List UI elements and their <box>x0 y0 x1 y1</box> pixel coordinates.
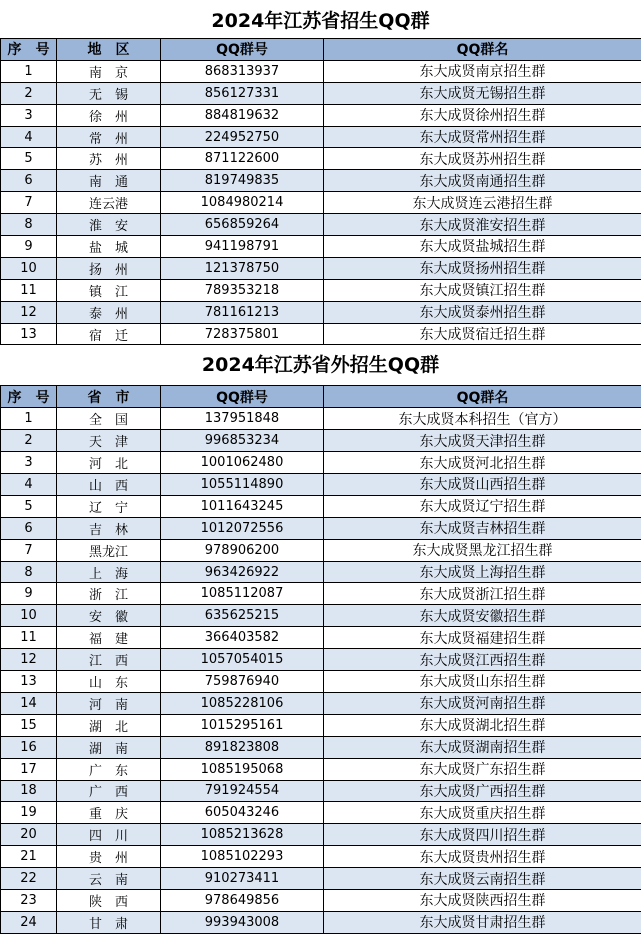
cell-qq-number: 789353218 <box>161 279 324 301</box>
table-row <box>1 911 641 933</box>
cell-qq-name: 东大成贤淮安招生群 <box>324 214 641 236</box>
cell-index: 3 <box>1 452 57 474</box>
cell-region: 陕 西 <box>57 889 161 911</box>
cell-index: 7 <box>1 192 57 214</box>
cell-region: 河 北 <box>57 452 161 474</box>
cell-index: 22 <box>1 868 57 890</box>
cell-qq-name: 东大成贤安徽招生群 <box>324 605 641 627</box>
table-row <box>1 868 641 890</box>
cell-index: 21 <box>1 846 57 868</box>
cell-region: 山 西 <box>57 474 161 496</box>
header-qq-number: QQ群号 <box>161 39 324 61</box>
cell-qq-name: 东大成贤江西招生群 <box>324 649 641 671</box>
cell-index: 1 <box>1 60 57 82</box>
table-row <box>1 60 641 82</box>
cell-qq-name: 东大成贤宿迁招生群 <box>324 323 641 345</box>
table-row <box>1 539 641 561</box>
cell-qq-name: 东大成贤黑龙江招生群 <box>324 539 641 561</box>
cell-qq-name: 东大成贤泰州招生群 <box>324 301 641 323</box>
table-row <box>1 583 641 605</box>
cell-qq-number: 996853234 <box>161 430 324 452</box>
table-row <box>1 561 641 583</box>
cell-qq-name: 东大成贤湖南招生群 <box>324 736 641 758</box>
cell-qq-number: 891823808 <box>161 736 324 758</box>
cell-qq-name: 东大成贤重庆招生群 <box>324 802 641 824</box>
cell-region: 无 锡 <box>57 82 161 104</box>
cell-index: 10 <box>1 257 57 279</box>
table-row <box>1 236 641 258</box>
cell-region: 南 通 <box>57 170 161 192</box>
cell-region: 徐 州 <box>57 104 161 126</box>
table-row <box>1 671 641 693</box>
cell-qq-number: 871122600 <box>161 148 324 170</box>
cell-qq-name: 东大成贤湖北招生群 <box>324 714 641 736</box>
cell-qq-name: 东大成贤无锡招生群 <box>324 82 641 104</box>
table-row <box>1 736 641 758</box>
cell-qq-name: 东大成贤河北招生群 <box>324 452 641 474</box>
table-row <box>1 408 641 430</box>
cell-index: 14 <box>1 692 57 714</box>
cell-index: 10 <box>1 605 57 627</box>
table-row <box>1 649 641 671</box>
outside-table-title: 2024年江苏省外招生QQ群 <box>201 354 440 377</box>
cell-index: 13 <box>1 671 57 693</box>
table-row <box>1 605 641 627</box>
table-row <box>1 474 641 496</box>
cell-region: 吉 林 <box>57 517 161 539</box>
cell-region: 苏 州 <box>57 148 161 170</box>
cell-region: 福 建 <box>57 627 161 649</box>
cell-index: 4 <box>1 474 57 496</box>
cell-index: 2 <box>1 82 57 104</box>
cell-qq-name: 东大成贤南通招生群 <box>324 170 641 192</box>
cell-region: 湖 北 <box>57 714 161 736</box>
cell-region: 浙 江 <box>57 583 161 605</box>
cell-qq-name: 东大成贤广西招生群 <box>324 780 641 802</box>
cell-qq-number: 121378750 <box>161 257 324 279</box>
cell-index: 8 <box>1 561 57 583</box>
cell-index: 6 <box>1 517 57 539</box>
header-qq-number: QQ群号 <box>161 386 324 408</box>
cell-qq-number: 819749835 <box>161 170 324 192</box>
cell-region: 广 西 <box>57 780 161 802</box>
cell-index: 3 <box>1 104 57 126</box>
cell-index: 11 <box>1 279 57 301</box>
table-row <box>1 627 641 649</box>
cell-qq-name: 东大成贤云南招生群 <box>324 868 641 890</box>
cell-index: 16 <box>1 736 57 758</box>
table-row <box>1 802 641 824</box>
cell-region: 广 东 <box>57 758 161 780</box>
table-row <box>1 170 641 192</box>
cell-region: 四 川 <box>57 824 161 846</box>
cell-index: 24 <box>1 911 57 933</box>
cell-qq-number: 137951848 <box>161 408 324 430</box>
cell-qq-name: 东大成贤山西招生群 <box>324 474 641 496</box>
cell-index: 5 <box>1 495 57 517</box>
table-row <box>1 692 641 714</box>
cell-region: 安 徽 <box>57 605 161 627</box>
table-row <box>1 758 641 780</box>
cell-qq-name: 东大成贤甘肃招生群 <box>324 911 641 933</box>
cell-qq-number: 856127331 <box>161 82 324 104</box>
table-row <box>1 889 641 911</box>
cell-index: 12 <box>1 649 57 671</box>
cell-region: 泰 州 <box>57 301 161 323</box>
cell-qq-name: 东大成贤陕西招生群 <box>324 889 641 911</box>
cell-qq-number: 1085213628 <box>161 824 324 846</box>
cell-qq-number: 1084980214 <box>161 192 324 214</box>
cell-qq-number: 656859264 <box>161 214 324 236</box>
cell-index: 19 <box>1 802 57 824</box>
cell-index: 11 <box>1 627 57 649</box>
cell-qq-name: 东大成贤盐城招生群 <box>324 236 641 258</box>
table-row <box>1 104 641 126</box>
cell-region: 宿 迁 <box>57 323 161 345</box>
cell-region: 辽 宁 <box>57 495 161 517</box>
cell-qq-name: 东大成贤吉林招生群 <box>324 517 641 539</box>
cell-qq-number: 1085228106 <box>161 692 324 714</box>
cell-region: 甘 肃 <box>57 911 161 933</box>
cell-qq-name: 东大成贤上海招生群 <box>324 561 641 583</box>
cell-qq-number: 1057054015 <box>161 649 324 671</box>
table-row <box>1 495 641 517</box>
cell-qq-name: 东大成贤福建招生群 <box>324 627 641 649</box>
cell-qq-name: 东大成贤徐州招生群 <box>324 104 641 126</box>
cell-qq-number: 1055114890 <box>161 474 324 496</box>
cell-qq-number: 993943008 <box>161 911 324 933</box>
header-index: 序 号 <box>1 39 57 61</box>
cell-index: 6 <box>1 170 57 192</box>
cell-qq-number: 1085102293 <box>161 846 324 868</box>
table-row <box>1 714 641 736</box>
cell-qq-number: 781161213 <box>161 301 324 323</box>
outside-table-body <box>1 408 641 933</box>
cell-region: 天 津 <box>57 430 161 452</box>
outside-qq-table <box>0 385 641 933</box>
cell-region: 常 州 <box>57 126 161 148</box>
cell-qq-name: 东大成贤河南招生群 <box>324 692 641 714</box>
cell-qq-name: 东大成贤山东招生群 <box>324 671 641 693</box>
table-row <box>1 452 641 474</box>
cell-index: 4 <box>1 126 57 148</box>
cell-region: 山 东 <box>57 671 161 693</box>
cell-qq-number: 759876940 <box>161 671 324 693</box>
cell-qq-name: 东大成贤常州招生群 <box>324 126 641 148</box>
cell-index: 7 <box>1 539 57 561</box>
cell-qq-number: 728375801 <box>161 323 324 345</box>
cell-region: 南 京 <box>57 60 161 82</box>
cell-qq-number: 910273411 <box>161 868 324 890</box>
cell-qq-name: 东大成贤扬州招生群 <box>324 257 641 279</box>
table-row <box>1 780 641 802</box>
cell-qq-number: 1001062480 <box>161 452 324 474</box>
cell-qq-name: 东大成贤四川招生群 <box>324 824 641 846</box>
cell-qq-number: 1015295161 <box>161 714 324 736</box>
cell-qq-name: 东大成贤苏州招生群 <box>324 148 641 170</box>
cell-region: 上 海 <box>57 561 161 583</box>
cell-index: 18 <box>1 780 57 802</box>
cell-index: 2 <box>1 430 57 452</box>
cell-qq-name: 东大成贤贵州招生群 <box>324 846 641 868</box>
cell-index: 15 <box>1 714 57 736</box>
cell-qq-number: 1011643245 <box>161 495 324 517</box>
cell-index: 12 <box>1 301 57 323</box>
table-row <box>1 214 641 236</box>
cell-qq-name: 东大成贤镇江招生群 <box>324 279 641 301</box>
cell-qq-name: 东大成贤南京招生群 <box>324 60 641 82</box>
cell-qq-number: 366403582 <box>161 627 324 649</box>
cell-region: 淮 安 <box>57 214 161 236</box>
cell-region: 河 南 <box>57 692 161 714</box>
cell-index: 20 <box>1 824 57 846</box>
cell-index: 5 <box>1 148 57 170</box>
header-region: 地 区 <box>57 39 161 61</box>
header-province: 省 市 <box>57 386 161 408</box>
table-row <box>1 323 641 345</box>
table-row <box>1 846 641 868</box>
cell-qq-number: 224952750 <box>161 126 324 148</box>
table-row <box>1 148 641 170</box>
cell-qq-number: 978649856 <box>161 889 324 911</box>
cell-index: 23 <box>1 889 57 911</box>
cell-qq-name: 东大成贤连云港招生群 <box>324 192 641 214</box>
cell-index: 17 <box>1 758 57 780</box>
table-row <box>1 301 641 323</box>
table-row <box>1 126 641 148</box>
cell-qq-name: 东大成贤浙江招生群 <box>324 583 641 605</box>
cell-qq-number: 941198791 <box>161 236 324 258</box>
cell-index: 9 <box>1 236 57 258</box>
cell-qq-name: 东大成贤广东招生群 <box>324 758 641 780</box>
cell-qq-number: 1085112087 <box>161 583 324 605</box>
cell-qq-number: 868313937 <box>161 60 324 82</box>
cell-qq-number: 978906200 <box>161 539 324 561</box>
table-row <box>1 824 641 846</box>
cell-qq-number: 635625215 <box>161 605 324 627</box>
cell-region: 贵 州 <box>57 846 161 868</box>
jiangsu-table-body <box>1 60 641 345</box>
cell-region: 黑龙江 <box>57 539 161 561</box>
cell-region: 云 南 <box>57 868 161 890</box>
cell-region: 盐 城 <box>57 236 161 258</box>
jiangsu-qq-table <box>0 38 641 345</box>
table-row <box>1 82 641 104</box>
cell-region: 江 西 <box>57 649 161 671</box>
cell-index: 9 <box>1 583 57 605</box>
cell-qq-number: 963426922 <box>161 561 324 583</box>
cell-qq-number: 791924554 <box>161 780 324 802</box>
cell-region: 扬 州 <box>57 257 161 279</box>
cell-qq-number: 605043246 <box>161 802 324 824</box>
table-header-row <box>1 386 641 408</box>
cell-index: 13 <box>1 323 57 345</box>
cell-qq-number: 1085195068 <box>161 758 324 780</box>
cell-index: 1 <box>1 408 57 430</box>
table-row <box>1 192 641 214</box>
table-row <box>1 257 641 279</box>
table-row <box>1 279 641 301</box>
table-row <box>1 517 641 539</box>
cell-qq-number: 1012072556 <box>161 517 324 539</box>
cell-qq-name: 东大成贤天津招生群 <box>324 430 641 452</box>
header-qq-name: QQ群名 <box>324 39 641 61</box>
jiangsu-table-title: 2024年江苏省招生QQ群 <box>211 10 430 32</box>
cell-region: 连云港 <box>57 192 161 214</box>
table-row <box>1 430 641 452</box>
cell-region: 重 庆 <box>57 802 161 824</box>
cell-qq-number: 884819632 <box>161 104 324 126</box>
cell-region: 湖 南 <box>57 736 161 758</box>
table-header-row <box>1 39 641 61</box>
cell-qq-name: 东大成贤本科招生（官方） <box>324 408 641 430</box>
cell-index: 8 <box>1 214 57 236</box>
cell-region: 镇 江 <box>57 279 161 301</box>
cell-region: 全 国 <box>57 408 161 430</box>
cell-qq-name: 东大成贤辽宁招生群 <box>324 495 641 517</box>
header-index: 序 号 <box>1 386 57 408</box>
header-qq-name: QQ群名 <box>324 386 641 408</box>
